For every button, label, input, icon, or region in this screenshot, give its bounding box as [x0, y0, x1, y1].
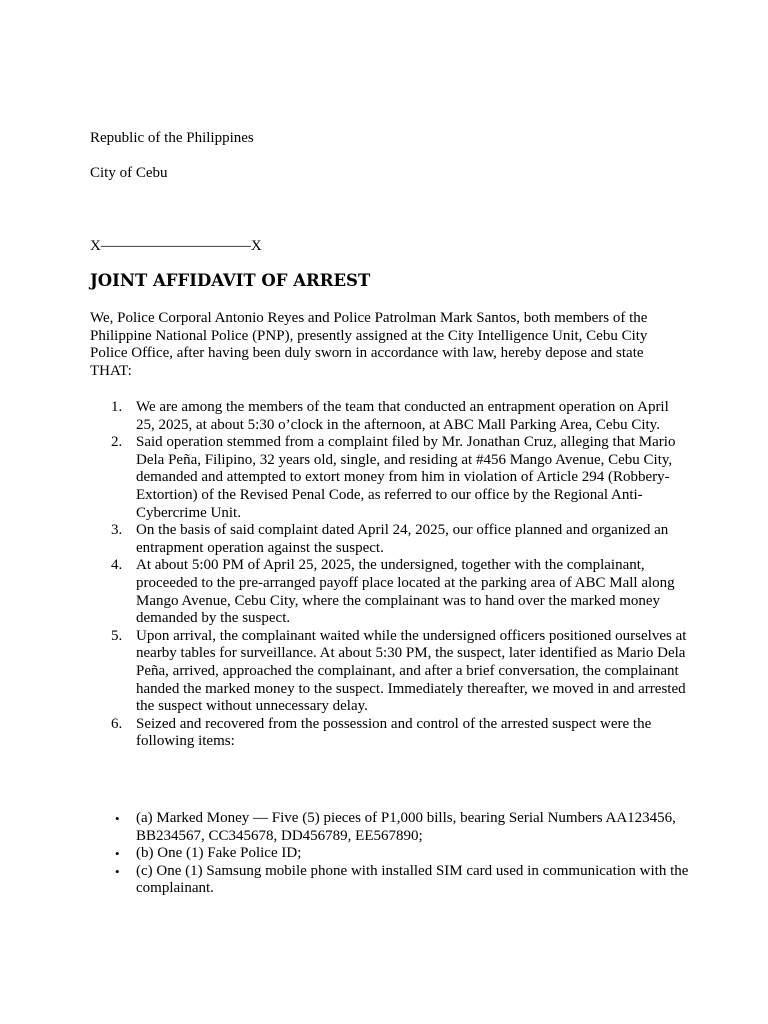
- list-item-number: 3.: [111, 522, 123, 539]
- bullet-marker: •: [115, 863, 120, 879]
- list-item: [90, 863, 690, 898]
- list-item-text: (a) Marked Money — Five (5) pieces of P1,000 bills, bearing Serial Numbers AA123456, BB234567, CC345678, DD456789, EE567890;: [136, 810, 676, 844]
- document-title: JOINT AFFIDAVIT OF ARREST: [90, 271, 371, 290]
- bullet-marker: •: [115, 811, 120, 826]
- list-item: [90, 434, 690, 522]
- list-item: [90, 522, 690, 557]
- list-item: [90, 845, 690, 863]
- list-item-number: 4.: [111, 557, 123, 574]
- list-item-text: Upon arrival, the complainant waited while the undersigned officers positioned ourselves at nearby tables for surveillance. At about 5:30 PM, the suspect, later identified as Mario Dela Peña, arrived, approached the complainant, and after a brief conversation, the complainant handed the marked money to the suspect. Immediately thereafter, we moved in and arrested the suspect without unnecessary delay.: [136, 627, 687, 715]
- list-item-text: Seized and recovered from the possession and control of the arrested suspect were the following items:: [136, 715, 652, 750]
- list-item: [90, 628, 690, 716]
- list-item-number: 5.: [111, 627, 123, 644]
- list-item: [90, 557, 690, 627]
- list-item-number: 6.: [111, 715, 123, 732]
- city-heading: City of Cebu: [90, 165, 168, 181]
- seized-items-list: [90, 810, 690, 898]
- list-item-text: (c) One (1) Samsung mobile phone with installed SIM card used in communication with the complainant.: [136, 862, 689, 897]
- numbered-statements: [90, 399, 690, 751]
- list-item-text: On the basis of said complaint dated April 24, 2025, our office planned and organized an entrapment operation against the suspect.: [136, 522, 669, 556]
- republic-heading: Republic of the Philippines: [90, 130, 254, 146]
- list-item-text: At about 5:00 PM of April 25, 2025, the undersigned, together with the complainant, proceeded to the pre-arranged payoff place located at the parking area of ABC Mall along Mango Avenue, Cebu City, where the complainant was to hand over the marked money demanded by the suspect.: [136, 557, 675, 627]
- list-item: [90, 810, 690, 845]
- list-item-number: 1.: [111, 399, 123, 415]
- case-separator: X——————————X: [90, 238, 262, 254]
- list-item-number: 2.: [111, 434, 123, 451]
- list-item-text: We are among the members of the team that conducted an entrapment operation on April 25, 2025, at about 5:30 o’clock in the afternoon, at ABC Mall Parking Area, Cebu City.: [136, 399, 669, 433]
- list-item: [90, 399, 690, 434]
- list-item-text: (b) One (1) Fake Police ID;: [136, 845, 302, 862]
- bullet-marker: •: [115, 846, 120, 862]
- intro-paragraph: We, Police Corporal Antonio Reyes and Police Patrolman Mark Santos, both members of the Philippine National Police (PNP), presently assigned at the City Intelligence Unit, Cebu City Police Office, after having been duly sworn in accordance with law, hereby depose and state THAT:: [90, 310, 648, 379]
- list-item-text: Said operation stemmed from a complaint filed by Mr. Jonathan Cruz, alleging that Mario Dela Peña, Filipino, 32 years old, single, and residing at #456 Mango Avenue, Cebu City, demanded and attempted to extort money from him in violation of Article 294 (Robbery-Extortion) of the Revised Penal Code, as referred to our office by the Regional Anti-Cybercrime Unit.: [136, 434, 676, 521]
- list-item: [90, 716, 690, 751]
